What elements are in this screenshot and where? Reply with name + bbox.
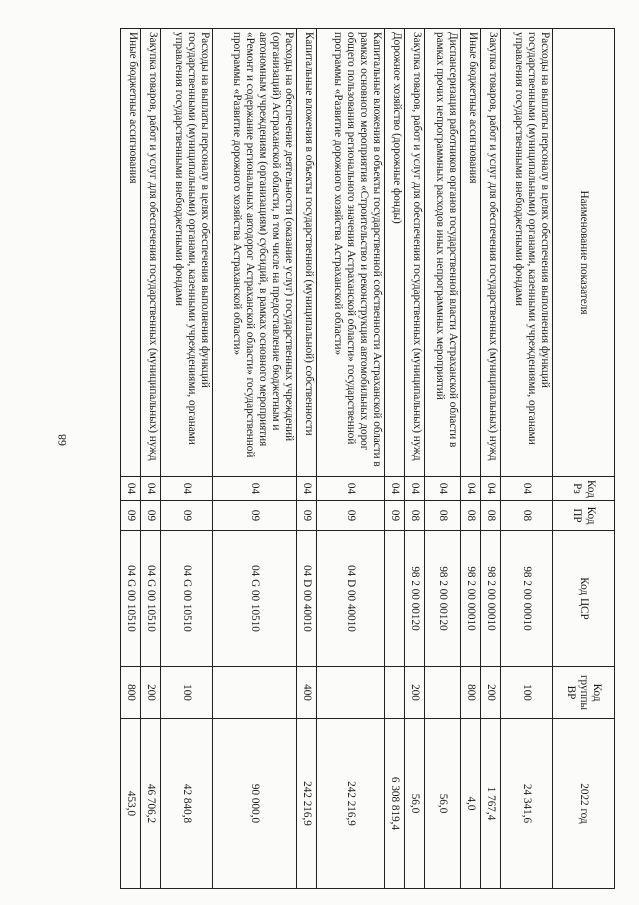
row-csr: 98 2 00 00010 (500, 531, 552, 667)
header-rz: Код Рз (553, 477, 615, 501)
budget-table (120, 28, 615, 889)
row-vr (385, 667, 405, 719)
row-rz: 04 (500, 477, 552, 501)
row-csr: 04 G 00 10510 (121, 531, 141, 667)
row-pr: 09 (317, 501, 385, 531)
row-rz: 04 (425, 477, 461, 501)
row-vr (425, 667, 461, 719)
table-row (385, 29, 405, 889)
row-vr (317, 667, 385, 719)
row-value: 1 767,4 (481, 719, 501, 889)
table-row (405, 29, 425, 889)
header-name: Наименование показателя (553, 29, 615, 477)
header-vr: Код группы ВР (553, 667, 615, 719)
row-value: 46 706,2 (140, 719, 160, 889)
table-row (425, 29, 461, 889)
table-row (481, 29, 501, 889)
table-row (121, 29, 141, 889)
table-row (500, 29, 552, 889)
row-csr: 04 D 00 40010 (317, 531, 385, 667)
row-csr: 04 G 00 10510 (160, 531, 212, 667)
row-rz: 04 (121, 477, 141, 501)
header-row (553, 29, 615, 889)
row-rz: 04 (140, 477, 160, 501)
row-vr: 200 (140, 667, 160, 719)
table-row (140, 29, 160, 889)
row-pr: 09 (121, 501, 141, 531)
row-rz: 04 (160, 477, 212, 501)
header-pr: Код ПР (553, 501, 615, 531)
row-pr: 09 (297, 501, 317, 531)
row-name: Закупка товаров, работ и услуг для обеспечения государственных (муниципальных) нужд (140, 29, 160, 477)
row-csr: 04 D 00 40010 (297, 531, 317, 667)
row-value: 453,0 (121, 719, 141, 889)
row-value: 4,0 (461, 719, 481, 889)
row-vr: 200 (481, 667, 501, 719)
row-name: Капитальные вложения в объекты государственной собственности Астраханской области в рамках основного мероприятия «Строительство и реконструкция автомобильных дорог общего пользования регионального значения Астраханской области» государственной программы «Развитие дорожного хозяйства Астраханской области» (317, 29, 385, 477)
row-pr: 09 (140, 501, 160, 531)
row-csr (385, 531, 405, 667)
row-csr: 98 2 00 00120 (425, 531, 461, 667)
row-vr: 100 (160, 667, 212, 719)
row-csr: 04 G 00 10510 (212, 531, 296, 667)
row-value: 24 341,6 (500, 719, 552, 889)
row-csr: 98 2 00 00010 (461, 531, 481, 667)
table-row (160, 29, 212, 889)
row-name: Расходы на обеспечение деятельности (оказание услуг) государственных учреждений (организаций) Астраханской области, в том числе на предоставление бюджетным и автономным учреждениям (организациям) субсидий, в рамках основного мероприятия «Ремонт и содержание региональных автодорог Астраханской области» государственной программы «Развитие дорожного хозяйства Астраханской области» (212, 29, 296, 477)
table-row (212, 29, 296, 889)
row-vr: 800 (461, 667, 481, 719)
row-value: 56,0 (405, 719, 425, 889)
row-name: Дорожное хозяйство (дорожные фонды) (385, 29, 405, 477)
row-pr: 08 (500, 501, 552, 531)
row-value: 90 000,0 (212, 719, 296, 889)
row-value: 56,0 (425, 719, 461, 889)
row-pr: 08 (461, 501, 481, 531)
row-pr: 09 (212, 501, 296, 531)
row-name: Расходы на выплаты персоналу в целях обеспечения выполнения функций государственными (муниципальными) органами, казенными учреждениями, органами управления государственными внебюджетными фондами (160, 29, 212, 477)
row-rz: 04 (385, 477, 405, 501)
row-pr: 08 (481, 501, 501, 531)
row-pr: 09 (385, 501, 405, 531)
row-name: Капитальные вложения в объекты государственной (муниципальной) собственности (297, 29, 317, 477)
page-number: 68 (55, 434, 69, 446)
row-value: 242 216,9 (297, 719, 317, 889)
row-name: Расходы на выплаты персоналу в целях обеспечения выполнения функций государственными (муниципальными) органами, казенными учреждениями, органами управления государственными внебюджетными фондами (500, 29, 552, 477)
row-csr: 98 2 00 00010 (481, 531, 501, 667)
row-vr: 400 (297, 667, 317, 719)
row-rz: 04 (405, 477, 425, 501)
header-year: 2022 год (553, 719, 615, 889)
rotated-table-wrapper (120, 28, 615, 888)
row-vr: 100 (500, 667, 552, 719)
table-row (297, 29, 317, 889)
row-rz: 04 (461, 477, 481, 501)
row-rz: 04 (481, 477, 501, 501)
row-pr: 08 (405, 501, 425, 531)
row-rz: 04 (317, 477, 385, 501)
row-csr: 04 G 00 10510 (140, 531, 160, 667)
row-name: Закупка товаров, работ и услуг для обеспечения государственных (муниципальных) нужд (481, 29, 501, 477)
row-pr: 09 (160, 501, 212, 531)
table-row (461, 29, 481, 889)
row-value: 242 216,9 (317, 719, 385, 889)
row-vr: 800 (121, 667, 141, 719)
row-vr: 200 (405, 667, 425, 719)
row-name: Закупка товаров, работ и услуг для обеспечения государственных (муниципальных) нужд (405, 29, 425, 477)
row-name: Диспансеризация работников органов государственной власти Астраханской области в рамках прочих непрограммных расходов иных непрограммных мероприятий (425, 29, 461, 477)
row-name: Иные бюджетные ассигнования (461, 29, 481, 477)
row-vr (212, 667, 296, 719)
header-csr: Код ЦСР (553, 531, 615, 667)
row-value: 6 308 819,4 (385, 719, 405, 889)
row-rz: 04 (212, 477, 296, 501)
row-value: 42 840,8 (160, 719, 212, 889)
row-csr: 98 2 00 00120 (405, 531, 425, 667)
row-rz: 04 (297, 477, 317, 501)
row-pr: 08 (425, 501, 461, 531)
row-name: Иные бюджетные ассигнования (121, 29, 141, 477)
table-row (317, 29, 385, 889)
